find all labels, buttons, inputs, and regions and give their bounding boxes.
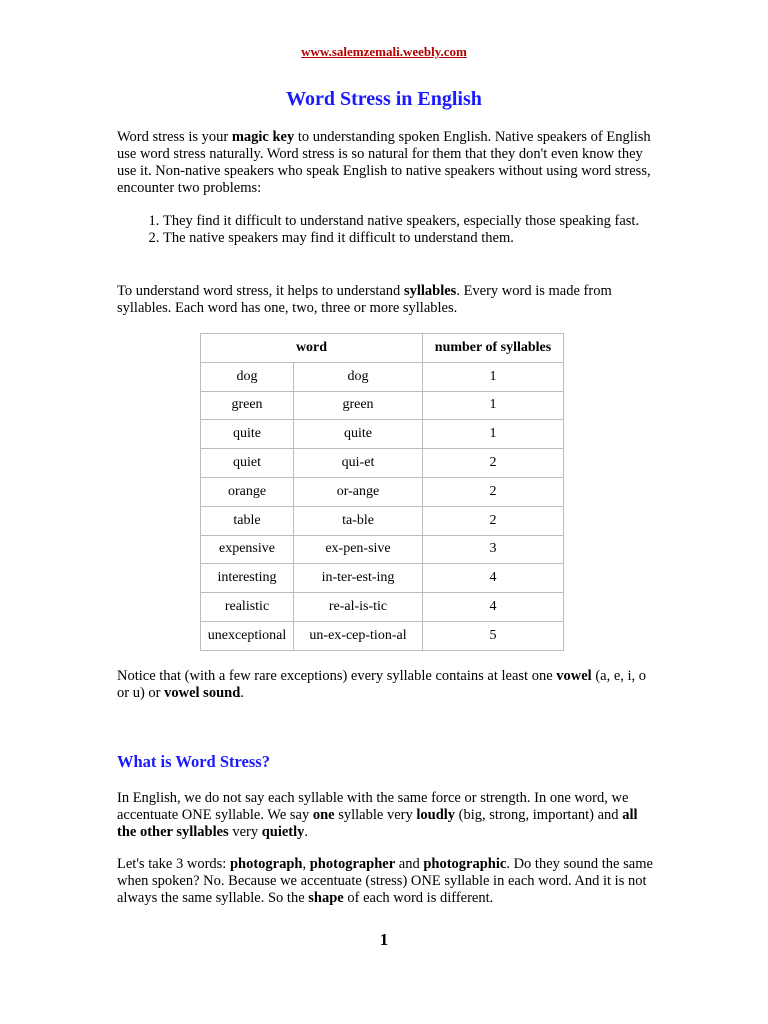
syllables-paragraph: To understand word stress, it helps to understand syllables. Every word is made from syllables. Each word has one, two, three or more syllables. [117, 283, 612, 316]
header-word: word [201, 334, 423, 363]
table-row: expensive ex-pen-sive 3 [201, 535, 564, 564]
magic-key-emphasis: magic key [231, 129, 295, 145]
table-row: quiet qui-et 2 [201, 449, 564, 478]
table-row: interesting in-ter-est-ing 4 [201, 564, 564, 593]
vowel-paragraph: Notice that (with a few rare exceptions) every syllable contains at least one vowel (a, e, i, o or u) or vowel sound. [117, 668, 647, 701]
header-url-link[interactable]: www.salemzemali.weebly.com [301, 44, 467, 59]
example-paragraph: Let's take 3 words: photograph, photographer and photographic. Do they sound the same when spoken? No. Because we accentuate (stress) ONE syllable in each word. And it is not always the same syllable. So the shape of each word is different. [117, 856, 653, 906]
page-number: 1 [379, 930, 389, 949]
table-row: orange or-ange 2 [201, 477, 564, 506]
stress-paragraph: In English, we do not say each syllable with the same force or strength. In one word, we accentuate ONE syllable. We say one syllable very loudly (big, strong, important) and all the other syllables very quietly. [117, 790, 638, 840]
list-item: 1. They find it difficult to understand native speakers, especially those speaking fast. [163, 213, 703, 230]
table-row: dog dog 1 [201, 362, 564, 391]
list-item: 2. The native speakers may find it difficult to understand them. [163, 230, 703, 247]
table-row: green green 1 [201, 391, 564, 420]
table-row: table ta-ble 2 [201, 506, 564, 535]
header-syllable-count: number of syllables [423, 334, 564, 363]
problems-list [117, 213, 703, 247]
table-row: quite quite 1 [201, 420, 564, 449]
syllables-table [200, 333, 564, 651]
page-title: Word Stress in English [286, 88, 482, 110]
intro-paragraph: Word stress is your magic key to understanding spoken English. Native speakers of English use word stress naturally. Word stress is so natural for them that they don't even know they use it. Non-native speakers who speak English to native speakers without using word stress, encounter two problems: [117, 129, 651, 196]
section-heading: What is Word Stress? [117, 752, 270, 771]
table-row: realistic re-al-is-tic 4 [201, 593, 564, 622]
table-row: unexceptional un-ex-cep-tion-al 5 [201, 621, 564, 650]
table-header-row [201, 334, 564, 363]
